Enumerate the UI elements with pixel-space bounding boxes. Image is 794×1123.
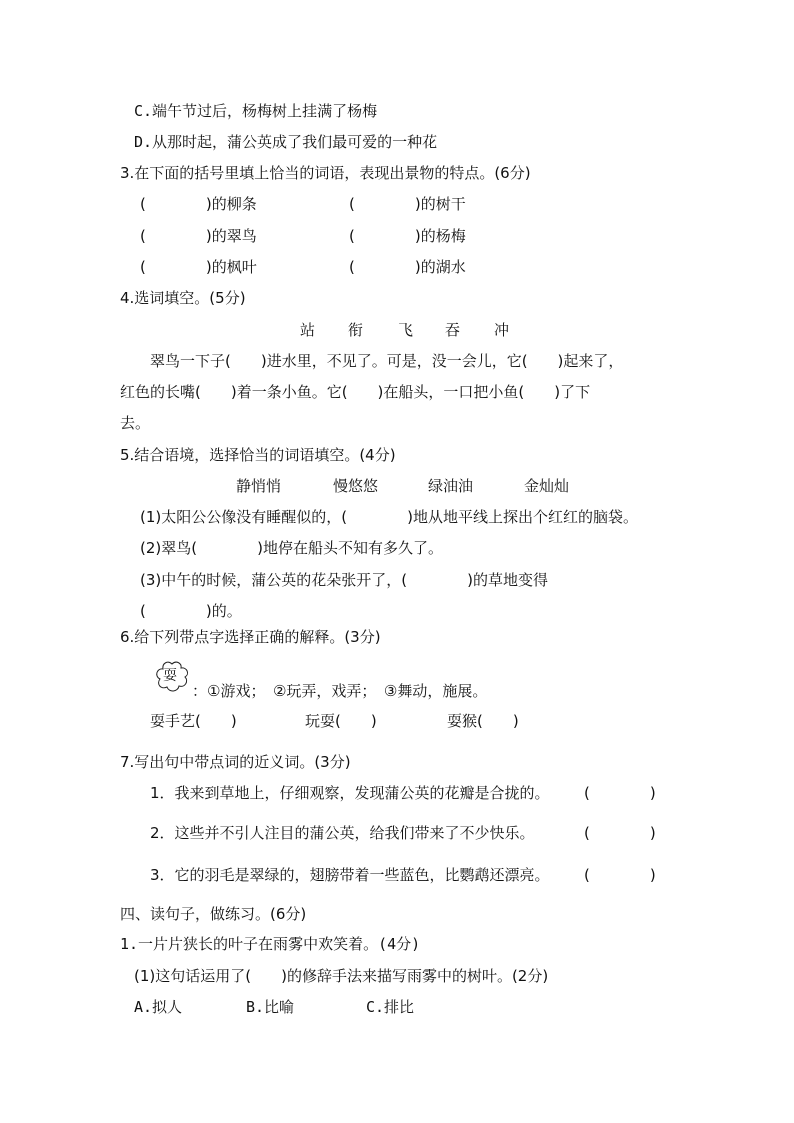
q7-item2-blank: ( ) [584,824,656,842]
q4-title: 4.选词填空。(5分) [120,289,246,307]
section4-q1: 1.一片片狭长的叶子在雨雾中欢笑着。(4分) [120,935,421,953]
q4-word: 衔 [348,321,364,339]
option-a: A.拟人 [134,998,183,1016]
q4-word: 飞 [398,321,414,339]
q3-row2-left: ( )的翠鸟 [140,227,257,245]
q7-item1: 1．我来到草地上，仔细观察，发现蒲公英的花瓣是合拢的。 [150,784,550,802]
q4-passage-line2: 红色的长嘴( )着一条小鱼。它( )在船头，一口把小鱼( )了下 [120,383,591,401]
q5-sentence3-cont: ( )的。 [140,602,242,620]
q7-item2: 2．这些并不引人注目的蒲公英，给我们带来了不少快乐。 [150,824,535,842]
q4-word: 冲 [494,321,510,339]
q7-item3-blank: ( ) [584,866,656,884]
section4-q1-sub1: (1)这句话运用了( )的修辞手法来描写雨雾中的树叶。(2分) [134,967,549,985]
option-d: D.从那时起，蒲公英成了我们最可爱的一种花 [134,133,438,151]
q4-word: 站 [300,321,316,339]
option-c: C.端午节过后，杨梅树上挂满了杨梅 [134,102,378,120]
q3-row1-left: ( )的柳条 [140,195,257,213]
q6-item: 玩耍( ) [305,712,377,730]
q6-item: 耍手艺( ) [150,712,237,730]
q5-word: 慢悠悠 [333,477,379,495]
q6-title: 6.给下列带点字选择正确的解释。(3分) [120,628,381,646]
q6-meanings: ：①游戏； ②玩弄，戏弄； ③舞动，施展。 [192,682,488,700]
q5-word: 金灿灿 [524,477,570,495]
q5-title: 5.结合语境，选择恰当的词语填空。(4分) [120,446,396,464]
q3-row3-left: ( )的枫叶 [140,258,257,276]
q4-passage-line3: 去。 [120,414,151,432]
q5-sentence1: (1)太阳公公像没有睡醒似的，( )地从地平线上探出个红红的脑袋。 [140,508,638,526]
q7-item3: 3．它的羽毛是翠绿的，翅膀带着一些蓝色，比鹦鹉还漂亮。 [150,866,550,884]
q3-row1-right: ( )的树干 [349,195,466,213]
q3-row2-right: ( )的杨梅 [349,227,466,245]
q3-title: 3.在下面的括号里填上恰当的词语，表现出景物的特点。(6分) [120,164,531,182]
option-b: B.比喻 [246,998,295,1016]
q4-passage-line1: 翠鸟一下子( )进水里，不见了。可是，没一会儿，它( )起来了， [150,352,624,370]
q5-word: 绿油油 [428,477,474,495]
section4-title: 四、读句子，做练习。(6分) [120,905,307,923]
q6-character: 耍 [163,668,177,684]
q5-sentence2: (2)翠鸟( )地停在船头不知有多久了。 [140,539,443,557]
q5-sentence3: (3)中午的时候，蒲公英的花朵张开了，( )的草地变得 [140,571,548,589]
q5-word: 静悄悄 [236,477,282,495]
q7-item1-blank: ( ) [584,784,656,802]
q3-row3-right: ( )的湖水 [349,258,466,276]
q7-title: 7.写出句中带点词的近义词。(3分) [120,753,351,771]
option-c-rhetoric: C.排比 [366,998,415,1016]
q6-item: 耍猴( ) [447,712,519,730]
q4-word: 吞 [445,321,461,339]
